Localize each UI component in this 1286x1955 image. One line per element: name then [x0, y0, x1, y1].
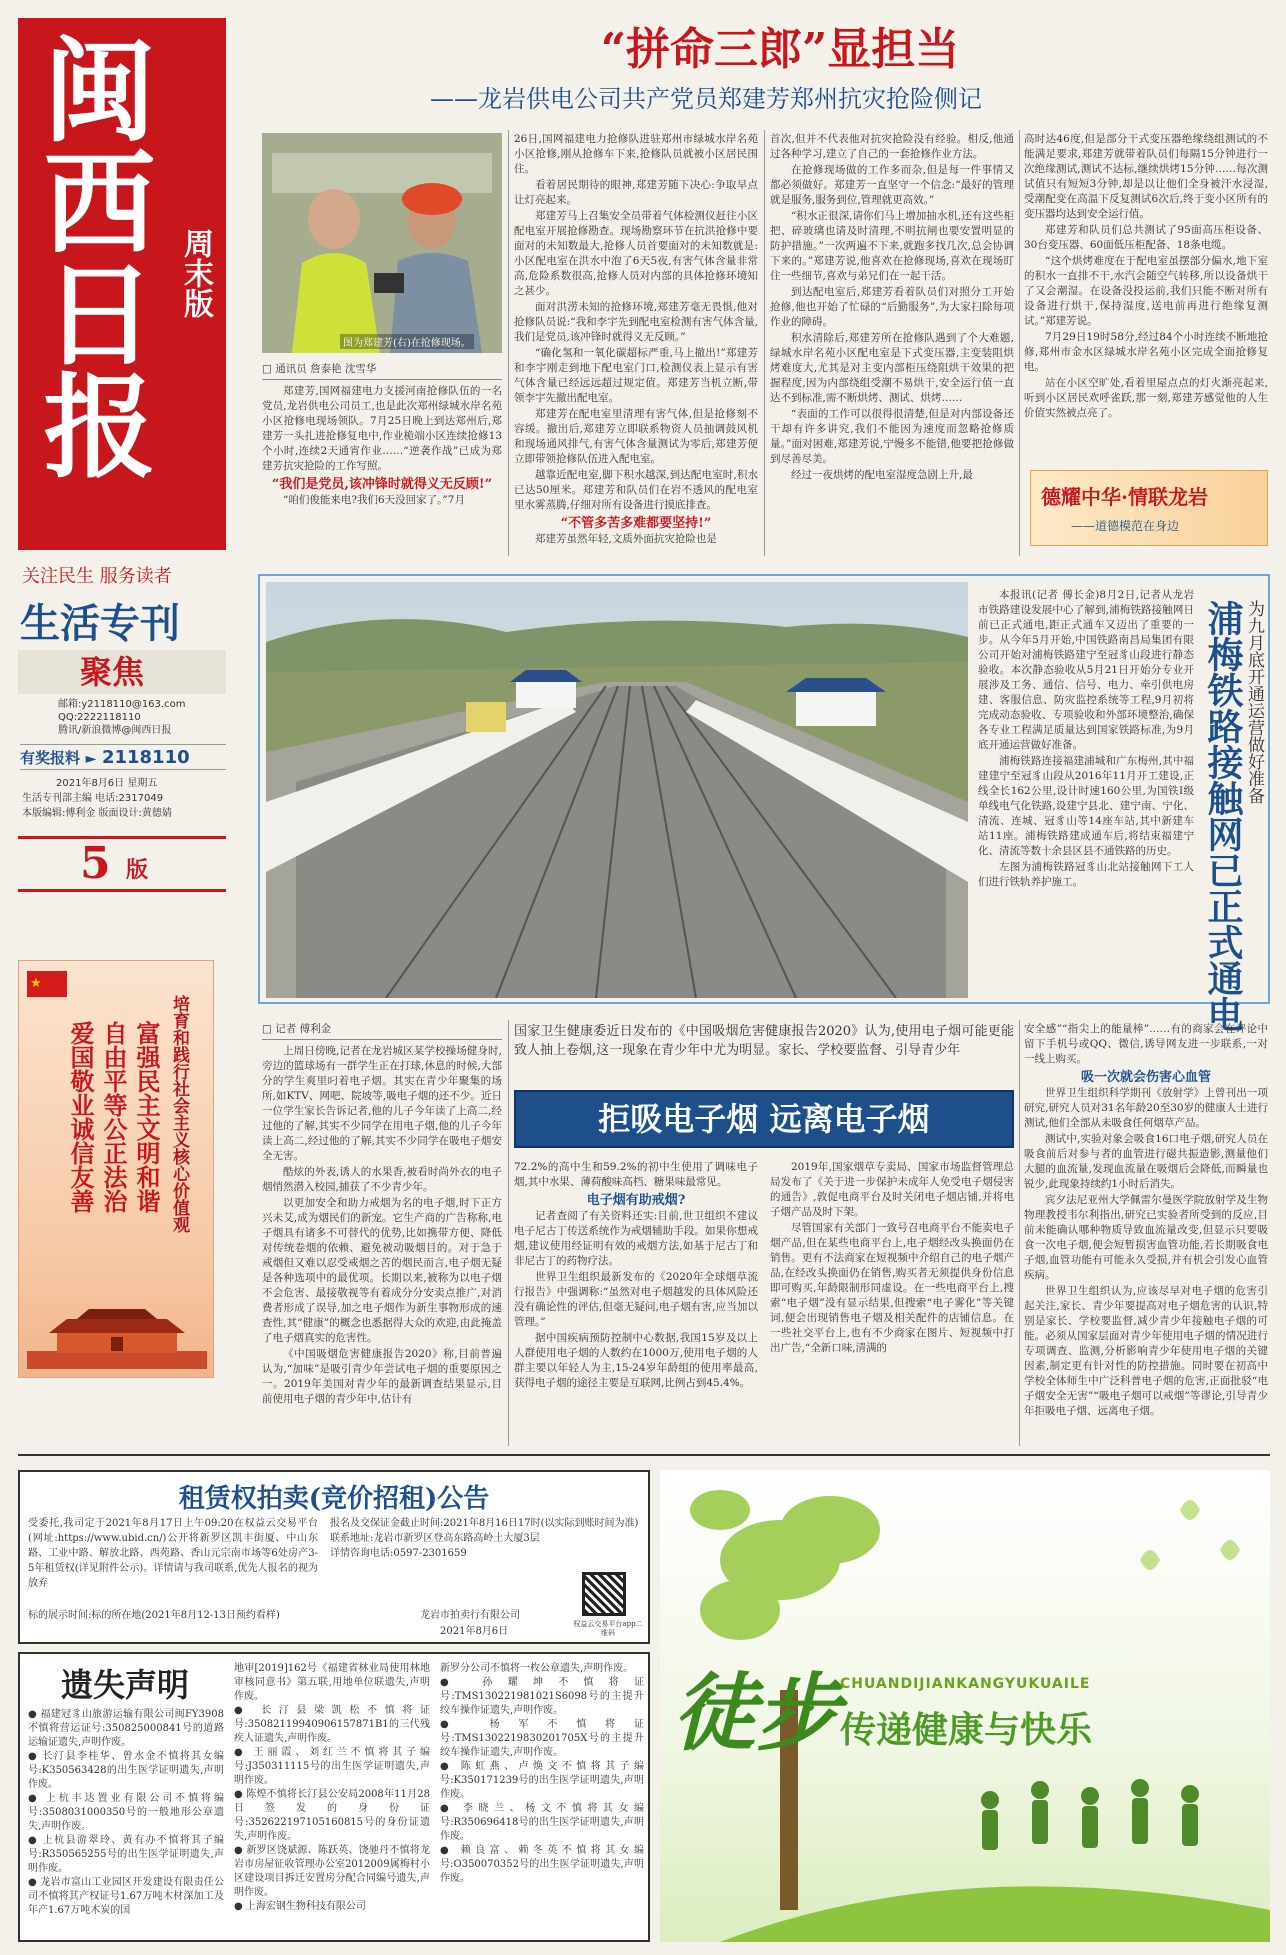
lost-item: 地审[2019]162号《福建省林业局使用林地审核同意书》第五联,用地单位联遗失,声明作废。 — [234, 1663, 430, 1702]
paragraph: 在抢修现场做的工作多而杂,但是每一件事情又都必须做好。郑建芳一直坚守一个信念:“最好的管理就是服务,服务到位,管理就更高效。” — [770, 164, 1014, 206]
value-word: 法治 — [99, 1165, 128, 1213]
value-word: 和谐 — [132, 1165, 161, 1213]
ad-auction-body: 受委托,我司定于2021年8月17日上午09:20在权益云交易平台(网址:https://www.ubid.cn/)公开将新罗区凯丰街厦、中山东路、工业中路、解放北路、西苑路、香山元宗南市场等6处房产3-5年租赁权(详见附件公示)。详情请与我司联系,优先人报名的视为放弃 — [28, 1518, 318, 1589]
ad-health-pinyin: CHUANDIJIANKANGYUKUAILE — [840, 1676, 1091, 1692]
lost-item: ● 李晓兰、杨文不慎将其女编号:R350696418号的出生医学证明遗失,声明作废。 — [440, 1803, 644, 1842]
lost-item: ● 陈煌不慎将长汀县公安局2008年11月28日签发的身份证号:352622197105160815号的身份证遗失,声明作废。 — [234, 1789, 430, 1842]
paragraph: 上周日傍晚,记者在龙岩城区某学校操场健身时,旁边的篮球场有一群学生正在打球,休息的时候,大部分的学生爽里叼着电子烟。其实在青少年聚集的场所,如KTV、网吧、院坡等,吸电子烟的还不少。近日一位学生家长告诉记者,他的儿子今年读了上高二,经过他的了解,其实不少同学在用电子烟,他的儿子今年读上高二,经过他的了解,其实不少同学在吸电子烟安全无害。 — [262, 1045, 502, 1162]
article1-subtitle: ——龙岩供电公司共产党员郑建芳郑州抗灾抢险侧记 — [430, 85, 982, 113]
paragraph: “积水正很深,请你们马上增加抽水机,还有这些柜把、碎玻璃也请及时清理,不明抗闸也要安置明显的防护措施。”一次两遍不下来,就跑多找几次,总会协调下来的。”郑建芳说,他喜欢在抢修现场,喜欢在现场盯住一些细节,喜欢与弟兄们在一起干活。 — [770, 210, 1014, 282]
value-word: 文明 — [132, 1117, 161, 1165]
issue-phone: 生活专刊部主编 电话:2317049 — [22, 793, 164, 804]
contact-weibo: 腾讯/新浪微博@闽西日报 — [58, 725, 172, 736]
article2-title: 浦梅铁路接触网已正式通电 — [1202, 600, 1244, 1032]
lost-item: ● 孙耀坤不慎将证号:TMS130221981021S6098号的主提升绞车操作证遗失,声明作废。 — [440, 1677, 644, 1716]
paragraph: “确化氢和一氧化碳超标严重,马上撤出!”郑建芳和李宇刚走到地下配电室门口,检测仪表上显示有害气体含量已经远远超过规定值。郑建芳当机立断,带领李宇先撤出配电室。 — [514, 347, 758, 404]
article1-col3 — [770, 132, 1014, 554]
article1-photo-caption: 图为郑建芳(右)在抢修现场。 — [340, 334, 474, 349]
paragraph: 郑建芳虽然年轻,文质外面抗灾抢险也是 — [535, 533, 717, 545]
lost-item: ● 上杭县游翠玲、黄有办不慎将其子编号:R350565255号的出生医学证明遗失,声明作废。 — [28, 1835, 224, 1874]
paragraph: 宾夕法尼亚州大学佩雷尔曼医学院放射学及生物物理教授韦尔利指出,研究已实验者所受到的反应,目前未能确认哪种物质导致血流量改变,但显示只要吸食一次电子烟,便会短暂损害血管功能,若长期吸食电子烟,血管功能有可能永久受损,并有机会引发心血管疾病。 — [1024, 1194, 1268, 1281]
subsection-title: 聚焦 — [18, 650, 226, 694]
article2-side-title: 为九月底开通运营做好准备 — [1244, 600, 1264, 804]
paragraph: 测试中,实验对象会吸食16口电子烟,研究人员在吸食前后对参与者的血管进行磁共振造影,测量他们大腿的血流量,发现血流量在吸烟后会降低,而瞬量也锐少,此现象持续约1小时后消失。 — [1024, 1133, 1268, 1190]
paragraph: “这个烘烤难度在于配电室虽摆部分偏水,地下室的积水一直排不干,水汽会随空气转移,所以设备烘干了又会潮湿。在设备没投运前,我们只能不断对所有设备进行烘干,保持湿度,送电前再进行绝缘复测试。”郑建芳说。 — [1024, 255, 1268, 327]
ad-auction-company: 龙岩市拍卖行有限公司 — [420, 1610, 520, 1621]
article2-body — [978, 588, 1194, 996]
paragraph: 到达配电室后,郑建芳看着队员们对照分工开始抢修,他也开始了忙碌的“后勤服务”,为大家扫除每项作业的障碍。 — [770, 286, 1014, 328]
paragraph: 记者查阅了有关资料还实:目前,世卫组织不建议电子尼古丁传送系统作为戒烟辅助手段。如果你想戒烟,建议使用经证明有效的戒烟方法,如基于尼古丁和非尼古丁的药物疗法。 — [514, 1210, 758, 1267]
ad-health-slogan: 传递健康与快乐 — [840, 1710, 1093, 1751]
paragraph: 2019年,国家烟草专卖局、国家市场监督管理总局发布了《关于进一步保护未成年人免受电子烟侵害的通告》,敦促电商平台及时关闭电子烟店铺,并将电子烟产品及时下架。 — [770, 1161, 1014, 1218]
paragraph: 世界卫生组织认为,应该尽早对电子烟的危害引起关注,家长、青少年要提高对电子烟危害的认识,特别是家长、学校要监督,减少青少年接触电子烟的可能。必须从国家层面对青少年使用电子烟的情况进行专项调查、监测,分析影响青少年使用电子烟的关键因素,制定更有针对性的防控措施。同时要在初高中学校全体师生中广泛科普电子烟的危害,正面批驳“电子烟安全无害”“吸电子烟可以戒烟”等谬论,引导青少年拒吸电子烟、远离电子烟。 — [1024, 1285, 1268, 1417]
hotline — [20, 744, 226, 770]
ad-auction-qr-caption: 权益云交易平台app二维码 — [573, 1620, 643, 1637]
values-grid — [33, 1021, 163, 1289]
article1-col1-subhead: “我们是党员,该冲锋时就得义无反顾!” — [271, 477, 493, 492]
article3-col2 — [514, 1160, 758, 1444]
lost-item: ● 长汀县梁凯松不慎将证号:35082119940906157871B1的三代残疾人证遗失,声明作废。 — [234, 1705, 430, 1744]
value-word: 爱国 — [66, 1021, 95, 1069]
lost-item: ● 上海宏钢生物科技有限公司 — [234, 1901, 366, 1912]
paragraph: 郑建芳马上召集安全员带着气体检测仪赶往小区配电室开展抢修勘查。现场勘察环节在抗洪抢修中要面对的未知数最大,抢修人员首要面对的未知数就是:小区配电室在洪水中泡了6天5夜,有害气体含量非常高,危险系数很高,抢修人员对内部的具体抢修环境知之甚少。 — [514, 210, 758, 297]
paragraph: 站在小区空旷处,看着里屋点点的灯火渐亮起来,听到小区居民欢呼雀跃,那一刻,郑建芳感觉他的人生价值实然被点亮了。 — [1024, 377, 1268, 419]
moral-banner-title: 德耀中华·情联龙岩 — [1041, 485, 1208, 509]
railway-photo — [266, 582, 968, 998]
paragraph: 经过一夜烘烤的配电室湿度急剧上升,最 — [791, 469, 973, 481]
paragraph: 《中国吸烟危害健康报告2020》称,目前普遍认为,“加味”是吸引青少年尝试电子烟的重要原因之一。2019年美国对青少年的最新调查结果显示,目前使用电子烟的青少年中,估计有 — [262, 1348, 502, 1405]
article3-title: 拒吸电子烟 远离电子烟 — [598, 1100, 930, 1138]
lost-item: ● 福建冠豸山旅游运输有限公司闽FY3908不慎将营运证号:350825000841号的道路运输证遗失,声明作废。 — [28, 1709, 224, 1748]
paragraph: 尽管国家有关部门一致号召电商平台不能卖电子烟产品,但在某些电商平台上,电子烟经改头换面仍在销售。更有不法商家在短视频中介绍自己的电子烟产品,在经改头换面仍在销售,购买者无须提供身份信息即可购买,年龄限制形同虚设。在一些电商平台上,搜索“电子烟”没有显示结果,但搜索“电子雾化”等关键词,便会出现销售电子烟及相关配件的店铺信息。在一些社交平台上,也有不少商家在图片、短视频中打出广告,“全新口味,清满的 — [770, 1222, 1014, 1354]
ad-lost — [18, 1652, 650, 1942]
ad-auction-phone: 详情咨询电话:0597-2301659 — [330, 1548, 467, 1559]
value-word: 民主 — [132, 1069, 161, 1117]
lost-item: ● 上杭丰达置业有限公司不慎将编号:3508031000350号的一般地形公章遗失,声明作废。 — [28, 1793, 224, 1832]
ad-lost-col3 — [440, 1662, 644, 1938]
paragraph: 酷炫的外表,诱人的水果香,被看时尚外衣的电子烟悄然潜入校园,捕获了不少青少年。 — [262, 1166, 502, 1193]
article1-title: “拼命三郎”显担当 — [600, 24, 960, 75]
ad-auction-date: 2021年8月6日 — [440, 1626, 509, 1637]
core-values-banner — [18, 960, 214, 1378]
paragraph: 高时达46度,但是部分干式变压器绝缘绕组测试的不能满足要求,郑建芳就带着队员们每隔15分钟进行一次绝缘测试,测试不达标,继续烘烤15分钟……每次测试值只有短短3分钟,却是以让他们全身被汗水浸湿,受潮配变在高温下反复测试6次后,终于变小区所有的变压器均达到安全运行值。 — [1024, 133, 1268, 220]
moral-banner-sub: ——道德模范在身边 — [1071, 519, 1180, 533]
article1-col4 — [1024, 132, 1268, 460]
article1-byline: □ 通讯员 詹泰艳 沈雪华 — [262, 362, 502, 380]
page-number-box — [18, 836, 226, 892]
ad-auction-footer-left: 标的展示时间:标的所在地(2021年8月12-13日预约看样) — [28, 1610, 280, 1621]
article3-col4 — [1024, 1022, 1268, 1444]
contact-email: 邮箱:y2118110@163.com — [58, 699, 186, 710]
paragraph: 72.2%的高中生和59.2%的初中生使用了调味电子烟,其中水果、薄荷酸味高档、糖果味最常见。 — [514, 1161, 758, 1188]
paragraph: 世界卫生组织最新发布的《2020年全球烟草流行报告》中强调称:“虽然对电子烟越发的具体风险还没有确论性的评估,但毫无疑问,电子烟有害,应当加以管理。” — [514, 1271, 758, 1328]
article3-col3 — [770, 1160, 1014, 1444]
ad-health-brush: 徒步 — [672, 1663, 841, 1762]
paragraph: 世界卫生组织科学期刊《放射学》上曾刊出一项研究,研究人员对31名年龄20至30岁的健康人士进行测试,他们全部从未吸食任何烟草产品。 — [1024, 1087, 1268, 1129]
contact-block — [58, 698, 226, 737]
lost-item: ● 赖良富、赖冬英不慎将其女编号:O350070352号的出生医学证明遗失,声明作废。 — [440, 1845, 644, 1884]
ad-lost-col2 — [234, 1662, 430, 1938]
paragraph: 据中国疾病预防控制中心数据,我国15岁及以上人群使用电子烟的人数约在1000万,使用电子烟的人群主要以年轻人为主,15-24岁年龄组的使用率最高,获得电子烟的途径主要是互联网,比例占到45.4%。 — [514, 1332, 758, 1389]
hotline-number: 2118110 — [101, 747, 190, 768]
issue-editors: 本版编辑:傅利金 版面设计:黄德婧 — [22, 808, 172, 819]
masthead-edition: 周末版 — [178, 228, 213, 318]
paragraph: 郑建芳和队员们总共测试了95面高压柜设备、30台变压器、60面低压柜配备、18条电缆。 — [1024, 224, 1268, 251]
hotline-arrow-icon: ► — [85, 751, 97, 767]
tiananmen-illustration — [27, 1299, 207, 1369]
paragraph: 越靠近配电室,脚下积水越深,到达配电室时,积水已达50厘米。郑建芳和队员们在岩不透风的配电室里水雾蒸腾,仔细对所有设备进行摸底排查。 — [514, 469, 758, 511]
lost-item: 新罗分公司不慎将一枚公章遗失,声明作废。 — [440, 1663, 634, 1674]
paragraph: 郑建芳,国网福建电力支援河南抢修队伍的一名党员,龙岩供电公司员工,也是此次郑州绿城水岸名苑小区抢修电现场领队。7月25日晚上到达郑州后,郑建芳一头扎进抢修复电中,作业桅端小区连续抢修13个小时,连续2天通宵作业……“逆袭作战”已成为郑建芳抗灾抢险的工作写照。 — [262, 385, 502, 472]
paragraph: 浦梅铁路连接福建浦城和广东梅州,其中福建建宁至冠豸山段从2016年11月开工建设,正线全长162公里,设计时速160公里,为国铁Ⅰ级单线电气化铁路,设建宁县北、建宁南、宁化、清流、连城、冠豸山等14座车站,其中新建车站11座。浦梅铁路建成通车后,将结束福建宁化、清流等数十余县区县不通铁路的历史。 — [978, 755, 1194, 857]
paragraph: 看着居民期待的眼神,郑建芳随下决心:争取早点让灯亮起来。 — [514, 179, 758, 206]
masthead-title: 闽西日报 — [25, 32, 156, 480]
paragraph: 本报讯(记者 傅长金)8月2日,记者从龙岩市铁路建设发展中心了解到,浦梅铁路接触网日前已正式通电,距正式通车又迈出了重要的一步。从今年5月开始,中国铁路南昌局集团有限公司开始对浦梅铁路建宁至冠豸山段进行静态验收。本次静态验收从5月21日开始分专业开展涉及工务、通信、信号、电力、牵引供电房建、客服信息、防灾监控系统等工程,9月初将完成动态验收、专项验收和外部环境整治,确保各专业工程满足质量达到国家铁路标准,为9月底开通运营做好准备。 — [978, 589, 1194, 751]
ad-auction-title: 租赁权拍卖(竞价招租)公告 — [178, 1484, 490, 1514]
paragraph: 26日,国网福建电力抢修队进驻郑州市绿城水岸名苑小区抢修,刚从抢修车下来,抢修队员就被小区居民围住。 — [514, 133, 758, 175]
article1-col2 — [514, 132, 758, 554]
value-word: 友善 — [66, 1165, 95, 1213]
paragraph: 郑建芳在配电室里清理有害气体,但是抢修刻不容缓。撤出后,郑建芳立即联系物资人员抽调鼓风机和现场通风排气,有害气体含量测试为零后,郑建芳便立即带领抢修队伍进入配电室。 — [514, 408, 758, 465]
lost-item: ● 长汀县李桂华、曾水金不慎将其女编号:K350563428的出生医学证明遗失,声明作废。 — [28, 1751, 224, 1790]
article3-byline: □ 记者 傅利金 — [262, 1022, 502, 1040]
article3-col1 — [262, 1022, 502, 1444]
value-word: 富强 — [132, 1021, 161, 1069]
paragraph: 7月29日19时58分,经过84个小时连续不断地抢修,郑州市金水区绿城水岸名苑小区完成全面抢修复电。 — [1024, 331, 1268, 373]
moral-banner — [1030, 470, 1268, 546]
lost-item: ● 龙岩市富山工业园区开发建设有限责任公司不慎将其产权证号1.67万吨木材深加工及年产1.67万吨木炭的国 — [28, 1877, 224, 1916]
value-word: 敬业 — [66, 1069, 95, 1117]
ad-health — [660, 1470, 1270, 1942]
qr-code-icon — [582, 1572, 626, 1616]
ad-lost-title: 遗失声明 — [60, 1666, 189, 1704]
issue-date: 2021年8月6日 星期五 — [56, 778, 158, 789]
article1-col2-subhead: “不管多苦多难都要坚持!” — [560, 516, 712, 531]
slogan: 关注民生 服务读者 — [22, 566, 172, 587]
ad-auction-address: 联系地址:龙岩市新罗区登高东路高岭土大厦3层 — [330, 1533, 540, 1544]
article3-title-box — [514, 1090, 1014, 1148]
hotline-label: 有奖报料 — [20, 749, 81, 767]
article1-col1 — [262, 362, 502, 554]
article3-col2-subhead: 电子烟有助戒烟? — [586, 1193, 686, 1208]
issue-info — [22, 776, 226, 821]
ad-auction-reg — [330, 1516, 650, 1561]
values-vertical-title: 培育和践行社会主义核心价值观 — [169, 995, 189, 1233]
lost-item: ● 杨军不慎将证号:TMS1302219830201705X号的主提升绞车操作证遗失,声明作废。 — [440, 1719, 644, 1758]
section-title: 生活专刊 — [20, 601, 180, 647]
lost-item: ● 陈虹燕、卢焕文不慎将其子编号:K350171239号的出生医学证明遗失,声明作废。 — [440, 1761, 644, 1800]
paragraph: “咱们俊能来电?我们6天没回家了。”7月 — [283, 494, 465, 506]
paragraph: 面对洪涝未知的抢修环境,郑建芳毫无畏惧,他对抢修队员说:“我和李宇先到配电室检测有害气体含量,我们是党员,该冲锋时就得义无反顾。” — [514, 301, 758, 343]
ad-auction-reg-time: 报名及交保证金截止时间:2021年8月16日17时(以实际到账时间为准) — [330, 1518, 639, 1529]
article3-col4-subhead: 吸一次就会伤害心血管 — [1080, 1070, 1211, 1085]
ad-auction — [18, 1470, 650, 1644]
value-word: 诚信 — [66, 1117, 95, 1165]
flag-icon: ★ — [27, 971, 67, 997]
value-word: 公正 — [99, 1117, 128, 1165]
lost-item: ● 王丽霞、刘红兰不慎将其子编号:J350311115号的出生医学证明遗失,声明作废。 — [234, 1747, 430, 1786]
masthead-red-block — [18, 18, 226, 550]
paragraph: 积水清除后,郑建芳所在抢修队遇到了个大难题,绿城水岸名苑小区配电室是下式变压器,主变装阻烘烤难度大,尤其是对主变内部柜压绕阻烘干效果的把握程度,因为内部绕组受潮不易烘干,安全运行值一直达不到标准,需不断烘烤、测试、烘烤…… — [770, 332, 1014, 404]
page-number: 5 — [80, 838, 111, 889]
article3-lead: 国家卫生健康委近日发布的《中国吸烟危害健康报告2020》认为,使用电子烟可能更能致人抽上卷烟,这一现象在青少年中尤为明显。家长、学校要监督、引导青少年 — [514, 1024, 1014, 1058]
paragraph: 左图为浦梅铁路冠豸山北站接触网下工人们进行铁轨养护施工。 — [978, 861, 1194, 888]
ad-lost-col1 — [28, 1708, 224, 1938]
paragraph: 首次,但并不代表他对抗灾抢险没有经验。相反,他通过各种学习,建立了自己的一套抢修作业方法。 — [770, 133, 1014, 160]
contact-qq: QQ:2222118110 — [58, 712, 141, 723]
paragraph: “表面的工作可以很得很清楚,但是对内部设备还干却有许多讲究,我们不能因为速度而忽略抢修质量。”面对困难,郑建芳说,宁慢多不能错,他要把抢修做到尽善尽美。 — [770, 408, 1014, 465]
paragraph: 以更加安全和助力戒烟为名的电子烟,时下正方兴未艾,成为烟民们的新宠。它生产商的广告称称,电子烟具有诸多不可替代的优势,比如携带方便、降低对传统卷烟的依赖、避免被动吸烟目的。对于急于戒烟但又难以忍受戒烟之苦的烟民而言,电子烟无疑是各种选项中的最优项。长期以来,被称为以电子烟不会危害、最接敬视等有着成分分安卖点推广,对消费者形成了误导,加之电子烟作为新生事物形成的速查性,其“健康”的概念也悉据得大众的欢迎,由此掩盖了电子烟真实的危害性。 — [262, 1197, 502, 1344]
paragraph: 安全感”“指尖上的能量棒”……有的商家会在评论中留下手机号或QQ、微信,诱导网友进一步联系,一对一线上购买。 — [1024, 1023, 1268, 1065]
page-unit: 版 — [126, 857, 149, 883]
lost-item: ● 新罗区饶斌源、陈跃英、饶驰丹不慎将龙岩市房屋征收管理办公室2012009属梅村小区建设项目拆迁安置房分配合同编号遗失,声明作废。 — [234, 1845, 430, 1898]
value-word: 平等 — [99, 1069, 128, 1117]
value-word: 自由 — [99, 1021, 128, 1069]
article1-photo — [262, 133, 502, 353]
